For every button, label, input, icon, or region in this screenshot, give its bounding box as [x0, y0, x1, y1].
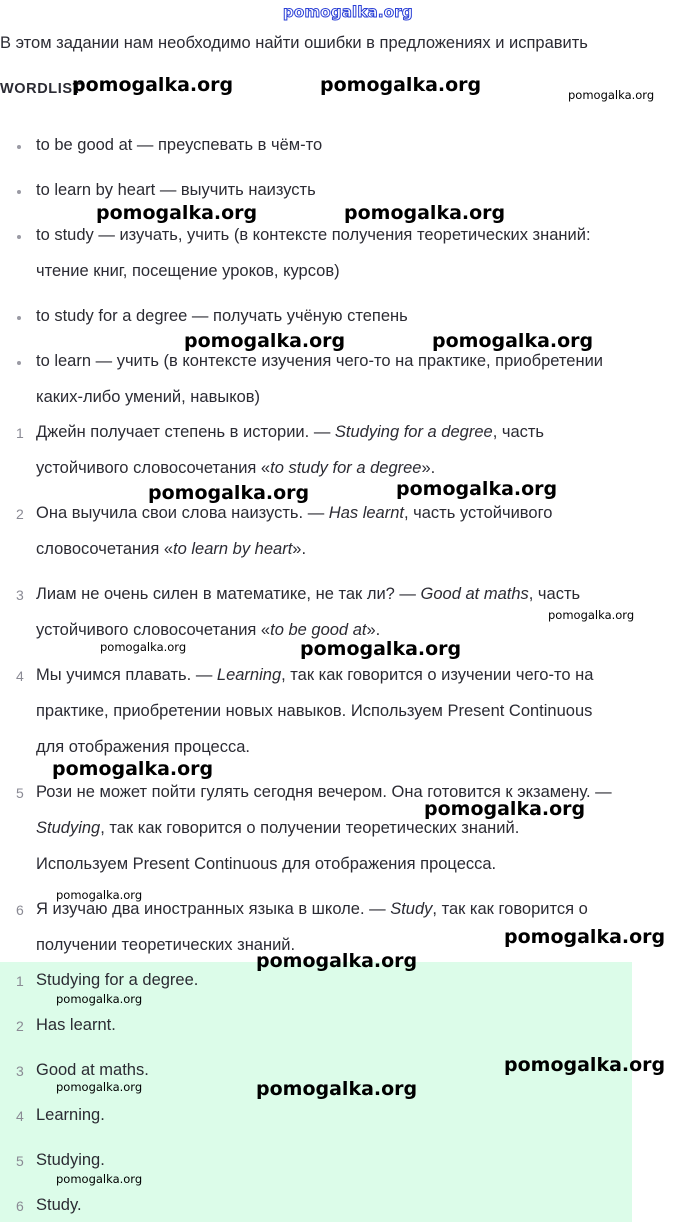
- explanation-line: [36, 504, 552, 523]
- watermark: pomogalka.org: [396, 478, 558, 500]
- explanation-text: , так как говорится о получении теоретических знаний.: [100, 819, 520, 837]
- watermark: pomogalka.org: [96, 202, 258, 224]
- bullet-icon: [17, 361, 21, 365]
- watermark: pomogalka.org: [184, 330, 346, 352]
- wordlist-item: to learn by heart — выучить наизусть: [36, 181, 316, 199]
- explanation-text: словосочетания «: [36, 540, 174, 558]
- phrase: to be good at: [270, 621, 367, 639]
- bullet-icon: [17, 316, 21, 320]
- watermark: pomogalka.org: [148, 482, 310, 504]
- explanation-line: [36, 423, 544, 442]
- watermark: pomogalka.org: [72, 74, 234, 96]
- watermark: pomogalka.org: [300, 638, 462, 660]
- sentence-text: Лиам не очень силен в математике, не так ли? —: [36, 585, 421, 603]
- answer-text: Learning.: [36, 1106, 105, 1124]
- explanation-line: для отображения процесса.: [36, 738, 250, 756]
- answer-text: Has learnt.: [36, 1016, 116, 1034]
- watermark: pomogalka.org: [424, 798, 586, 820]
- watermark: pomogalka.org: [504, 1054, 666, 1076]
- wordlist-item: to study — изучать, учить (в контексте получения теоретических знаний:: [36, 226, 591, 244]
- correct-form: Good at maths: [420, 585, 529, 603]
- answer-number: 4: [16, 1108, 24, 1124]
- explanation-line: Используем Present Continuous для отображения процесса.: [36, 855, 497, 873]
- answer-number: 3: [16, 1063, 24, 1079]
- explanation-text: , часть: [492, 423, 545, 441]
- wordlist-item-continued: каких-либо умений, навыков): [36, 388, 261, 406]
- watermark: pomogalka.org: [256, 1078, 418, 1100]
- bullet-icon: [17, 145, 21, 149]
- explanation-text: устойчивого словосочетания «: [36, 459, 271, 477]
- explanation-line: [36, 666, 593, 685]
- top-watermark: pomogalka.org: [283, 3, 413, 21]
- explanation-line: практике, приобретении новых навыков. Используем Present Continuous: [36, 702, 593, 720]
- answer-number: 1: [16, 973, 24, 989]
- sentence-text: Джейн получает степень в истории. —: [36, 423, 335, 441]
- explanation-text: ».: [421, 459, 436, 477]
- watermark: pomogalka.org: [52, 758, 214, 780]
- wordlist-item: to learn — учить (в контексте изучения чего-то на практике, приобретении: [36, 352, 604, 370]
- explanation-text: , так как говорится о: [432, 900, 588, 918]
- explanation-number: 5: [16, 785, 24, 801]
- answer-number: 6: [16, 1198, 24, 1214]
- watermark: pomogalka.org: [320, 74, 482, 96]
- sentence-text: Я изучаю два иностранных языка в школе. —: [36, 900, 391, 918]
- answer-text: Studying for a degree.: [36, 971, 199, 989]
- watermark: pomogalka.org: [100, 640, 187, 654]
- explanation-line: [36, 585, 580, 604]
- watermark: pomogalka.org: [344, 202, 506, 224]
- answer-text: Studying.: [36, 1151, 105, 1169]
- explanation-line: [36, 459, 435, 478]
- bullet-icon: [17, 235, 21, 239]
- explanation-line: [36, 540, 306, 559]
- phrase: to study for a degree: [270, 459, 422, 477]
- watermark: pomogalka.org: [256, 950, 418, 972]
- correct-form: Has learnt: [328, 504, 404, 522]
- explanation-number: 2: [16, 506, 24, 522]
- explanation-number: 6: [16, 902, 24, 918]
- wordlist-item-continued: чтение книг, посещение уроков, курсов): [36, 262, 340, 280]
- explanation-text: , часть: [528, 585, 581, 603]
- answer-text: Good at maths.: [36, 1061, 149, 1079]
- sentence-text: Она выучила свои слова наизусть. —: [36, 504, 329, 522]
- correct-form: Studying: [36, 819, 101, 837]
- watermark: pomogalka.org: [56, 888, 143, 902]
- explanation-number: 4: [16, 668, 24, 684]
- watermark: pomogalka.org: [56, 1172, 143, 1186]
- answer-number: 5: [16, 1153, 24, 1169]
- answer-number: 2: [16, 1018, 24, 1034]
- explanation-text: , часть устойчивого: [403, 504, 553, 522]
- correct-form: Studying for a degree: [334, 423, 493, 441]
- wordlist-item: to be good at — преуспевать в чём-то: [36, 136, 323, 154]
- explanation-line: [36, 900, 588, 919]
- bullet-icon: [17, 190, 21, 194]
- wordlist-heading: WORDLIST: [0, 81, 83, 97]
- explanation-text: ».: [366, 621, 381, 639]
- watermark: pomogalka.org: [56, 992, 143, 1006]
- explanation-text: ».: [292, 540, 307, 558]
- explanation-line: получении теоретических знаний.: [36, 936, 296, 954]
- watermark: pomogalka.org: [548, 608, 635, 622]
- explanation-text: устойчивого словосочетания «: [36, 621, 271, 639]
- phrase: to learn by heart: [173, 540, 293, 558]
- answer-text: Study.: [36, 1196, 82, 1214]
- watermark: pomogalka.org: [504, 926, 666, 948]
- correct-form: Learning: [216, 666, 282, 684]
- explanation-number: 3: [16, 587, 24, 603]
- watermark: pomogalka.org: [568, 88, 655, 102]
- intro-text: В этом задании нам необходимо найти ошибки в предложениях и исправить: [0, 34, 588, 52]
- correct-form: Study: [390, 900, 433, 918]
- sentence-text: Мы учимся плавать. —: [36, 666, 217, 684]
- explanation-number: 1: [16, 425, 24, 441]
- explanation-text: , так как говорится о изучении чего-то на: [281, 666, 594, 684]
- watermark: pomogalka.org: [56, 1080, 143, 1094]
- explanation-line: Рози не может пойти гулять сегодня вечером. Она готовится к экзамену. —: [36, 783, 612, 801]
- wordlist-item: to study for a degree — получать учёную степень: [36, 307, 408, 325]
- watermark: pomogalka.org: [432, 330, 594, 352]
- explanation-line: [36, 819, 519, 838]
